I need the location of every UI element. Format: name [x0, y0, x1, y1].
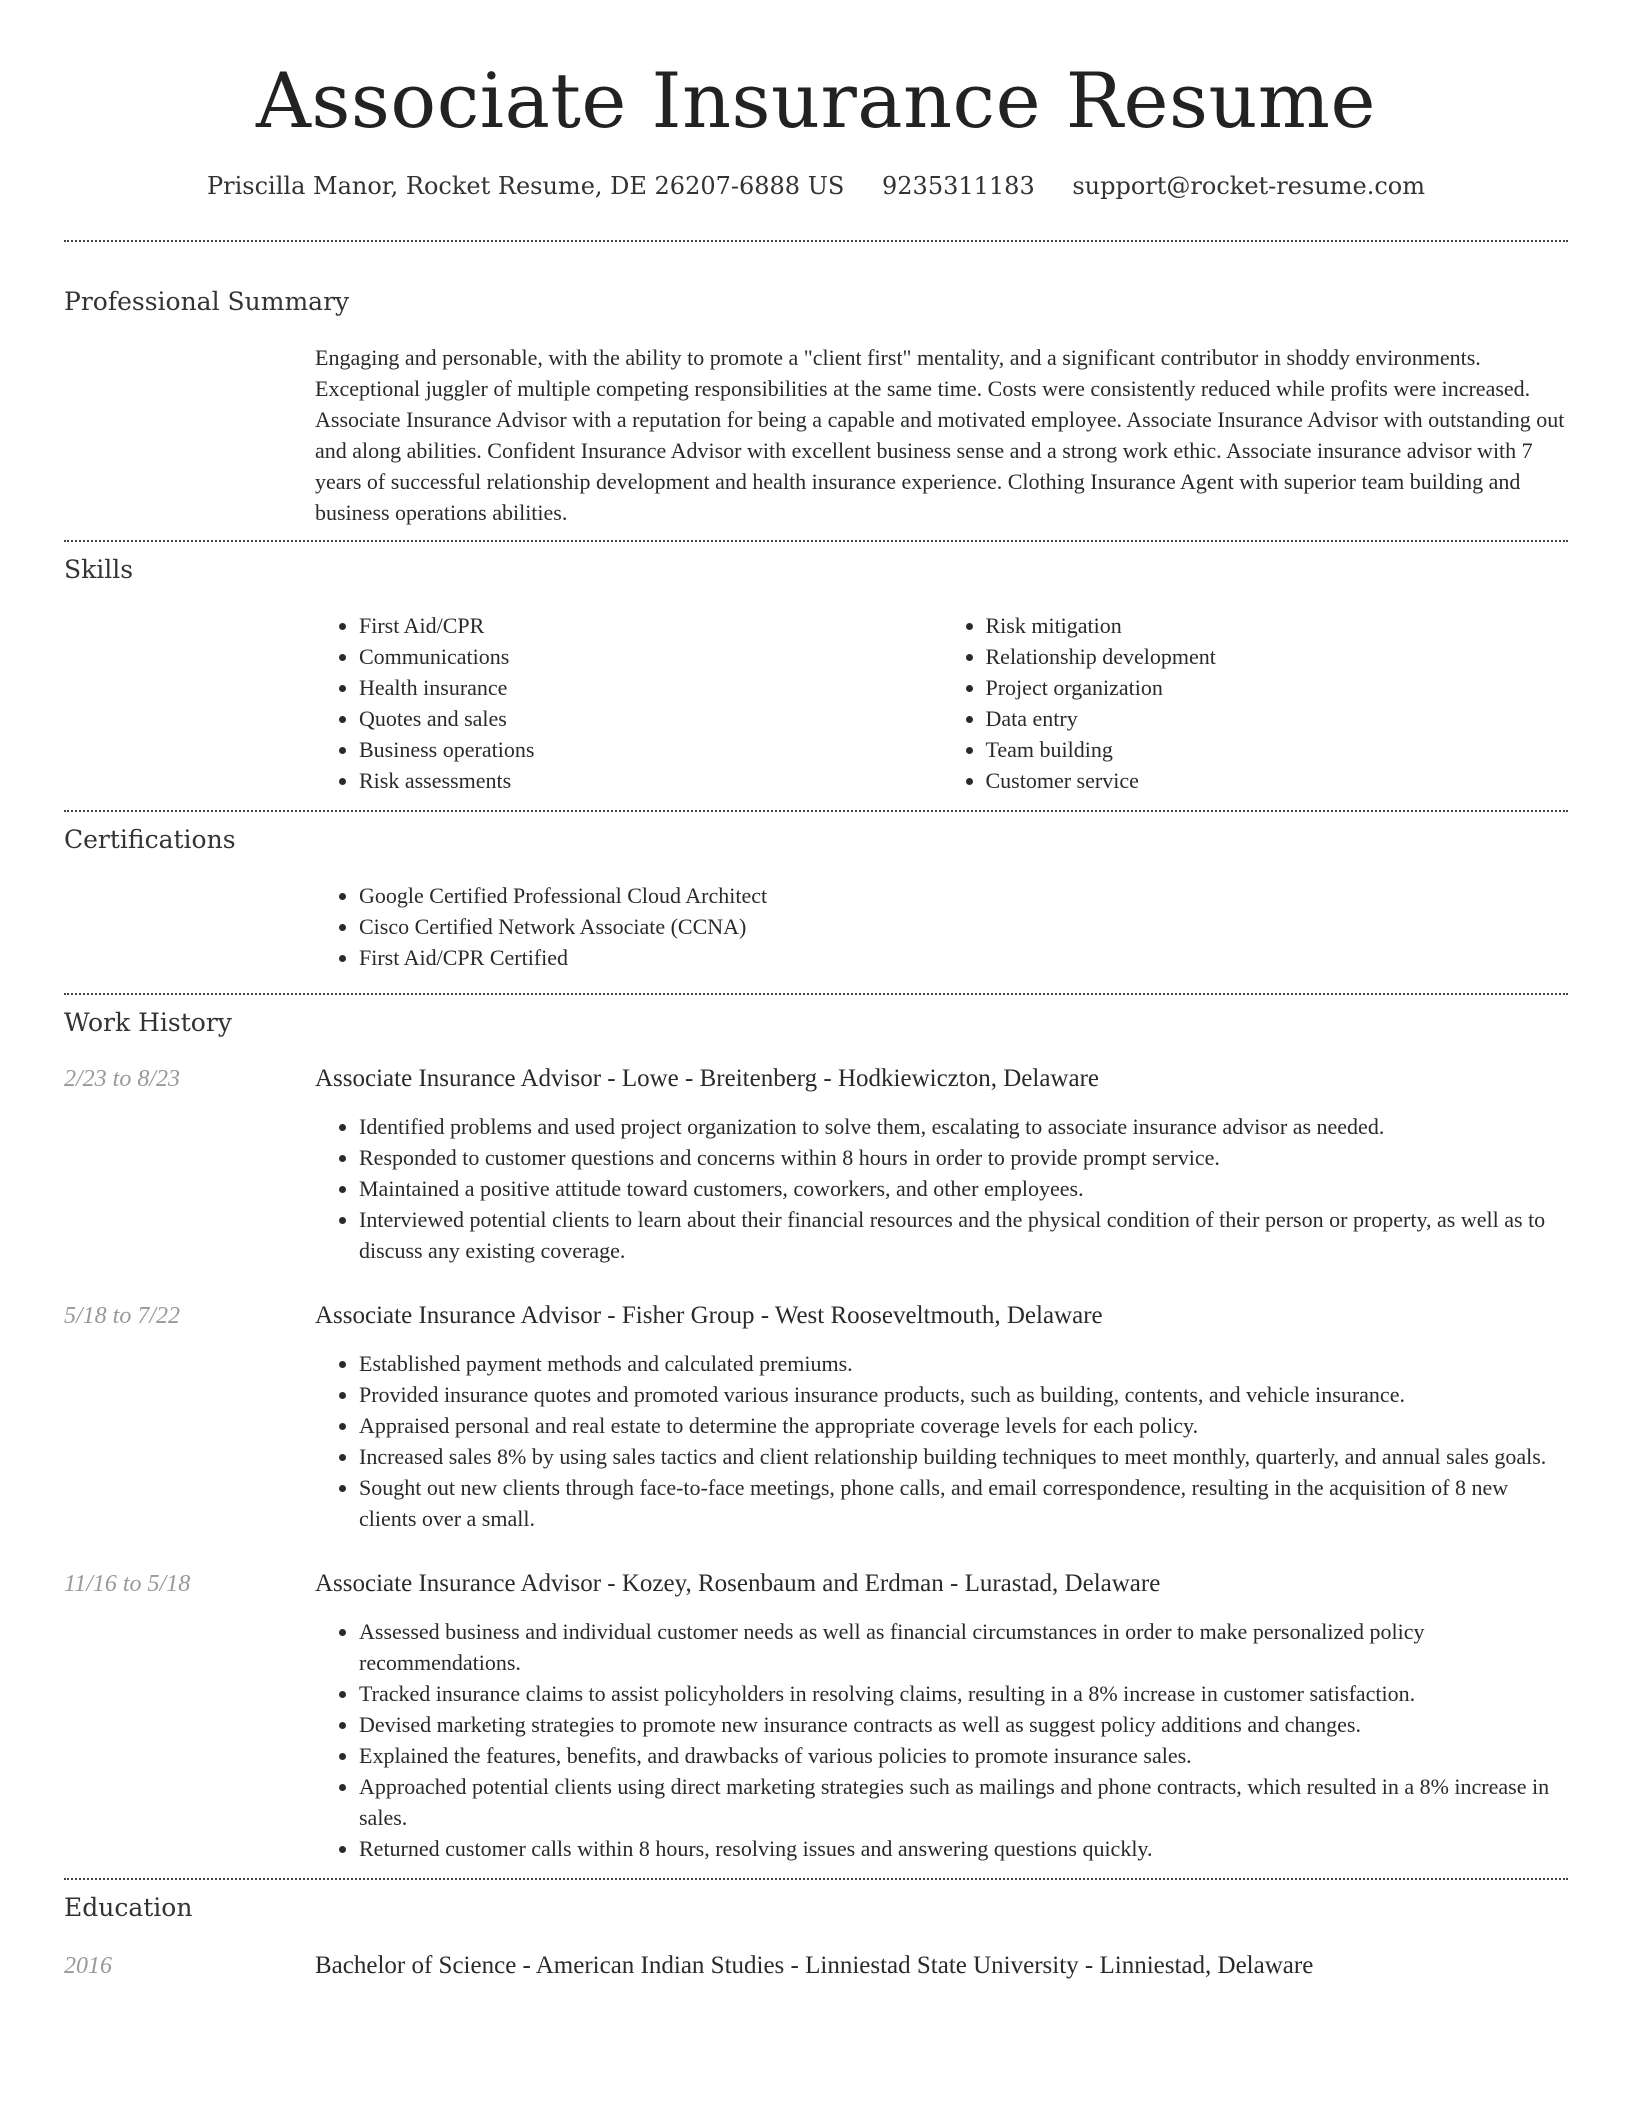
job-bullet: • Appraised personal and real estate to determine the appropriate coverage levels for each policy.	[359, 1410, 1568, 1441]
job-bullet: • Identified problems and used project organization to solve them, escalating to associate insurance advisor as needed.	[359, 1111, 1568, 1142]
contact-line	[64, 170, 1568, 202]
contact-phone: 9235311183	[882, 172, 1035, 200]
certifications-list	[315, 880, 1568, 973]
skills-list-right	[942, 610, 1569, 796]
education-main	[315, 1950, 1568, 1982]
skill-item: • Quotes and sales	[359, 703, 942, 734]
job-main	[315, 1568, 1568, 1864]
skills-heading: Skills	[64, 555, 134, 584]
job-bullets	[315, 1111, 1568, 1266]
skills-list-left	[315, 610, 942, 796]
certifications-content	[315, 880, 1568, 973]
job-main	[315, 1063, 1568, 1266]
skills-grid	[315, 610, 1568, 796]
education-degree: Bachelor of Science - American Indian Studies - Linniestad State University - Linniestad, Delaware	[315, 1952, 1314, 1979]
job-bullet: • Interviewed potential clients to learn about their financial resources and the physical condition of their person or property, as well as to discuss any existing coverage.	[359, 1204, 1568, 1266]
job-bullet: • Sought out new clients through face-to-face meetings, phone calls, and email correspondence, resulting in the acquisition of 8 new clients over a small.	[359, 1472, 1568, 1534]
skill-item: • Health insurance	[359, 672, 942, 703]
skill-item: • Customer service	[986, 765, 1569, 796]
skill-item: • Communications	[359, 641, 942, 672]
education-section	[64, 1880, 1568, 1982]
job-bullet: • Established payment methods and calculated premiums.	[359, 1348, 1568, 1379]
skill-item: • Project organization	[986, 672, 1569, 703]
resume-header	[64, 54, 1568, 202]
job-bullet: • Approached potential clients using direct marketing strategies such as mailings and phone contracts, which resulted in a 8% increase in sales.	[359, 1771, 1568, 1833]
job-main	[315, 1300, 1568, 1534]
job-bullet: • Tracked insurance claims to assist policyholders in resolving claims, resulting in a 8% increase in customer satisfaction.	[359, 1678, 1568, 1709]
certification-item: • Cisco Certified Network Associate (CCNA)	[359, 911, 1568, 942]
certification-item: • Google Certified Professional Cloud Architect	[359, 880, 1568, 911]
job-entry	[64, 1300, 1568, 1534]
job-bullet: • Provided insurance quotes and promoted various insurance products, such as building, contents, and vehicle insurance.	[359, 1379, 1568, 1410]
job-bullet: • Devised marketing strategies to promote new insurance contracts as well as suggest policy additions and changes.	[359, 1709, 1568, 1740]
education-entry	[64, 1950, 1568, 1982]
job-bullet: • Maintained a positive attitude toward customers, coworkers, and other employees.	[359, 1173, 1568, 1204]
summary-section	[64, 242, 1568, 528]
job-title: Associate Insurance Advisor - Kozey, Rosenbaum and Erdman - Lurastad, Delaware	[315, 1570, 1161, 1597]
certifications-section	[64, 812, 1568, 973]
job-bullet: • Assessed business and individual customer needs as well as financial circumstances in order to make personalized policy recommendations.	[359, 1616, 1568, 1678]
job-entry	[64, 1063, 1568, 1266]
work-section	[64, 995, 1568, 1864]
job-date: 11/16 to 5/18	[64, 1571, 191, 1597]
skill-item: • Risk mitigation	[986, 610, 1569, 641]
contact-address: Priscilla Manor, Rocket Resume, DE 26207-6888 US	[207, 172, 845, 200]
skill-item: • Business operations	[359, 734, 942, 765]
resume-title: Associate Insurance Resume	[256, 56, 1376, 145]
skill-item: • Team building	[986, 734, 1569, 765]
job-entry	[64, 1568, 1568, 1864]
education-date: 2016	[64, 1953, 112, 1979]
job-bullet: • Responded to customer questions and concerns within 8 hours in order to provide prompt service.	[359, 1142, 1568, 1173]
job-title: Associate Insurance Advisor - Lowe - Breitenberg - Hodkiewiczton, Delaware	[315, 1065, 1099, 1092]
work-heading: Work History	[64, 1008, 232, 1037]
job-bullet: • Explained the features, benefits, and drawbacks of various policies to promote insurance sales.	[359, 1740, 1568, 1771]
job-bullet: • Returned customer calls within 8 hours, resolving issues and answering questions quickly.	[359, 1833, 1568, 1864]
education-heading: Education	[64, 1893, 193, 1922]
skills-section	[64, 542, 1568, 796]
summary-text: Engaging and personable, with the ability to promote a "client first" mentality, and a significant contributor in shoddy environments. Exceptional juggler of multiple competing responsibilities at the same time. Costs were consistently reduced while profits were increased. Associate Insurance Advisor with a reputation for being a capable and motivated employee. Associate Insurance Advisor with outstanding out and along abilities. Confident Insurance Advisor with excellent business sense and a strong work ethic. Associate insurance advisor with 7 years of successful relationship development and health insurance experience. Clothing Insurance Agent with superior team building and business operations abilities.	[315, 345, 1565, 525]
certifications-heading: Certifications	[64, 825, 236, 854]
job-date: 2/23 to 8/23	[64, 1066, 181, 1092]
job-bullets	[315, 1348, 1568, 1534]
skill-item: • Relationship development	[986, 641, 1569, 672]
skill-item: • Risk assessments	[359, 765, 942, 796]
skill-item: • First Aid/CPR	[359, 610, 942, 641]
contact-email: support@rocket-resume.com	[1072, 172, 1425, 200]
certification-item: • First Aid/CPR Certified	[359, 942, 1568, 973]
summary-heading: Professional Summary	[64, 287, 350, 316]
job-title: Associate Insurance Advisor - Fisher Group - West Rooseveltmouth, Delaware	[315, 1302, 1103, 1329]
skill-item: • Data entry	[986, 703, 1569, 734]
job-date: 5/18 to 7/22	[64, 1303, 181, 1329]
job-bullets	[315, 1616, 1568, 1864]
resume-page	[64, 0, 1568, 1982]
job-bullet: • Increased sales 8% by using sales tactics and client relationship building techniques to meet monthly, quarterly, and annual sales goals.	[359, 1441, 1568, 1472]
